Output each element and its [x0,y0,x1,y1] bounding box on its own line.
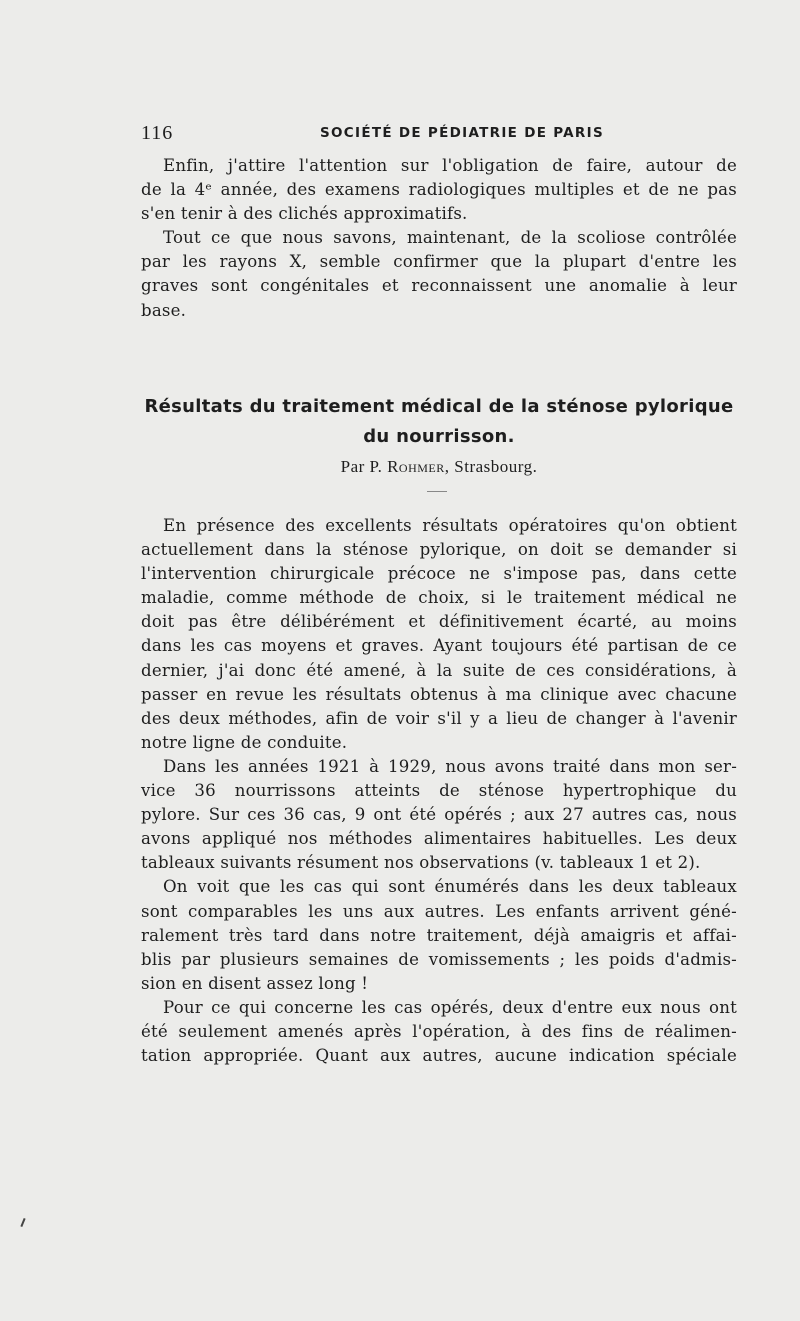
text-line: Tout ce que nous savons, maintenant, de la scoliose contrôlée [163,228,737,248]
text-line: avons appliqué nos méthodes alimentaires habituelles. Les deux [141,829,737,849]
intro-text-block [141,154,737,323]
text-line: dernier, j'ai donc été amené, à la suite de ces considérations, à [141,660,737,680]
text-line: actuellement dans la sténose pylorique, on doit se demander si [141,540,737,560]
text-line: ralement très tard dans notre traitement, déjà amaigris et affai- [141,925,737,945]
text-line: sion en disent assez long ! [141,973,369,993]
page-number: 116 [141,122,174,144]
body-paragraph [141,755,737,875]
byline [141,457,737,477]
text-line: l'intervention chirurgicale précoce ne s'impose pas, dans cette [141,564,737,584]
article-body [141,514,737,1068]
text-line: Enfin, j'attire l'attention sur l'obligation de faire, autour de [163,156,737,175]
body-paragraph [141,875,737,995]
intro-paragraph [141,154,737,226]
intro-paragraph [141,226,737,322]
text-line: doit pas être délibérément et définitivement écarté, au moins [141,612,737,632]
text-line: dans les cas moyens et graves. Ayant toujours été partisan de ce [141,636,737,656]
text-line: blis par plusieurs semaines de vomissements ; les poids d'admis- [141,949,737,969]
byline-prefix: Par P. [340,457,383,476]
text-line: vice 36 nourrissons atteints de sténose hypertrophique du [141,781,737,801]
text-line: par les rayons X, semble confirmer que la plupart d'entre les [141,252,737,272]
text-line: En présence des excellents résultats opératoires qu'on obtient [163,516,737,535]
text-line: On voit que les cas qui sont énumérés dans les deux tableaux [163,877,737,897]
text-line: Dans les années 1921 à 1929, nous avons traité dans mon ser- [163,756,737,776]
text-line: sont comparables les uns aux autres. Les enfants arrivent géné- [141,901,737,921]
text-line: base. [141,300,187,320]
text-line: de la 4ᵉ année, des examens radiologiques multiples et de ne pas [141,180,737,200]
body-paragraph [141,514,737,755]
text-line: des deux méthodes, afin de voir s'il y a lieu de changer à l'avenir [141,708,737,728]
text-line: maladie, comme méthode de choix, si le traitement médical ne [141,588,737,608]
article-title [141,392,737,452]
running-header [141,122,737,146]
body-paragraph [141,996,737,1068]
text-line: graves sont congénitales et reconnaissent une anomalie à leur [141,276,737,296]
text-line: tation appropriée. Quant aux autres, aucune indication spéciale [141,1046,737,1066]
title-separator-rule [427,491,447,492]
text-line: Pour ce qui concerne les cas opérés, deux d'entre eux nous ont [163,997,737,1017]
byline-suffix: , Strasbourg. [444,457,538,476]
journal-title: SOCIÉTÉ DE PÉDIATRIE DE PARIS [320,125,604,141]
text-line: tableaux suivants résument nos observations (v. tableaux 1 et 2). [141,853,701,873]
text-line: passer en revue les résultats obtenus à ma clinique avec chacune [141,684,737,704]
text-line: notre ligne de conduite. [141,732,348,752]
article-title-line: Résultats du traitement médical de la sténose pylorique [144,396,734,417]
text-line: pylore. Sur ces 36 cas, 9 ont été opérés ; aux 27 autres cas, nous [141,805,737,825]
text-line: été seulement amenés après l'opération, à des fins de réalimen- [141,1021,737,1041]
article-title-line: du nourrisson. [363,426,515,447]
text-line: s'en tenir à des clichés approximatifs. [141,204,468,224]
ink-speck [20,1218,25,1227]
byline-author: Rohmer [387,457,445,476]
